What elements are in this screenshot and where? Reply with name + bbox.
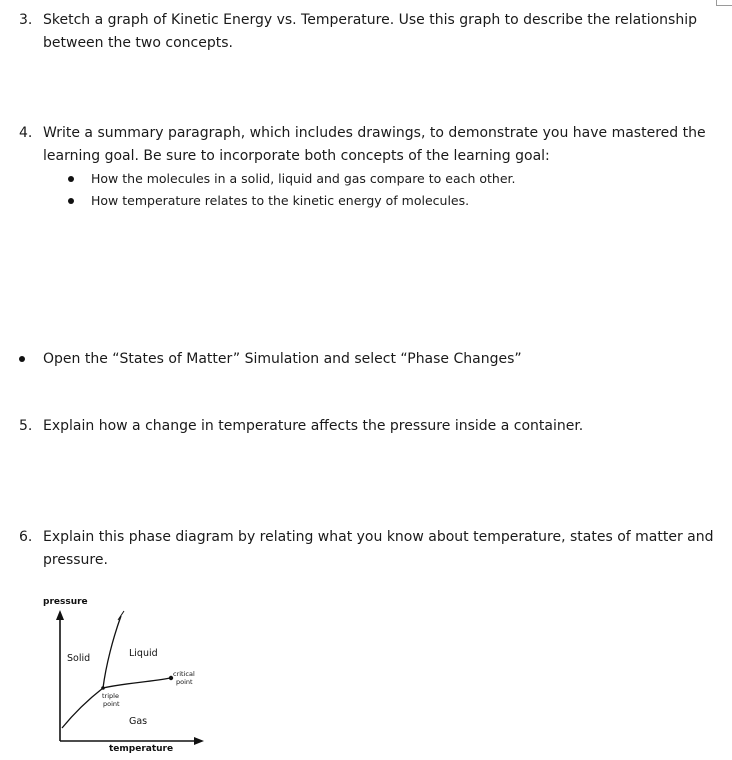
question-3-number: 3. [19, 12, 33, 28]
x-axis-arrow-icon [194, 737, 204, 745]
triple-point-marker [101, 686, 105, 690]
question-4-bullet-1-text: How the molecules in a solid, liquid and gas compare to each other. [91, 171, 516, 186]
sublimation-curve [62, 688, 103, 728]
question-4-text: Write a summary paragraph, which includes drawings, to demonstrate you have mastered the learning goal. Be sure to incorporate both concepts of the learning goal: [43, 125, 706, 164]
triple-point-label-1: triple [102, 692, 119, 700]
simulation-instruction-text: Open the “States of Matter” Simulation and select “Phase Changes” [43, 351, 522, 367]
liquid-region-label: Liquid [129, 648, 158, 659]
critical-point-label-2: point [176, 678, 193, 686]
question-6-text: Explain this phase diagram by relating what you know about temperature, states of matter and pressure. [43, 529, 714, 568]
gas-region-label: Gas [129, 716, 148, 727]
critical-point-label-1: critical [173, 670, 195, 678]
question-6-number: 6. [19, 529, 33, 545]
question-5-number: 5. [19, 418, 33, 434]
question-4-bullet-2-text: How temperature relates to the kinetic energy of molecules. [91, 193, 470, 208]
melting-curve-tick [118, 611, 124, 620]
x-axis-label: temperature [109, 744, 174, 754]
melting-curve [103, 616, 121, 688]
y-axis-label: pressure [43, 597, 88, 607]
question-4-number: 4. [19, 125, 33, 141]
question-5-text: Explain how a change in temperature affects the pressure inside a container. [43, 418, 584, 434]
vaporization-curve [103, 678, 170, 688]
question-3-text: Sketch a graph of Kinetic Energy vs. Temperature. Use this graph to describe the relationship between the two concepts. [43, 12, 697, 51]
triple-point-label-2: point [103, 700, 120, 708]
solid-region-label: Solid [67, 653, 91, 664]
y-axis-arrow-icon [56, 610, 64, 620]
